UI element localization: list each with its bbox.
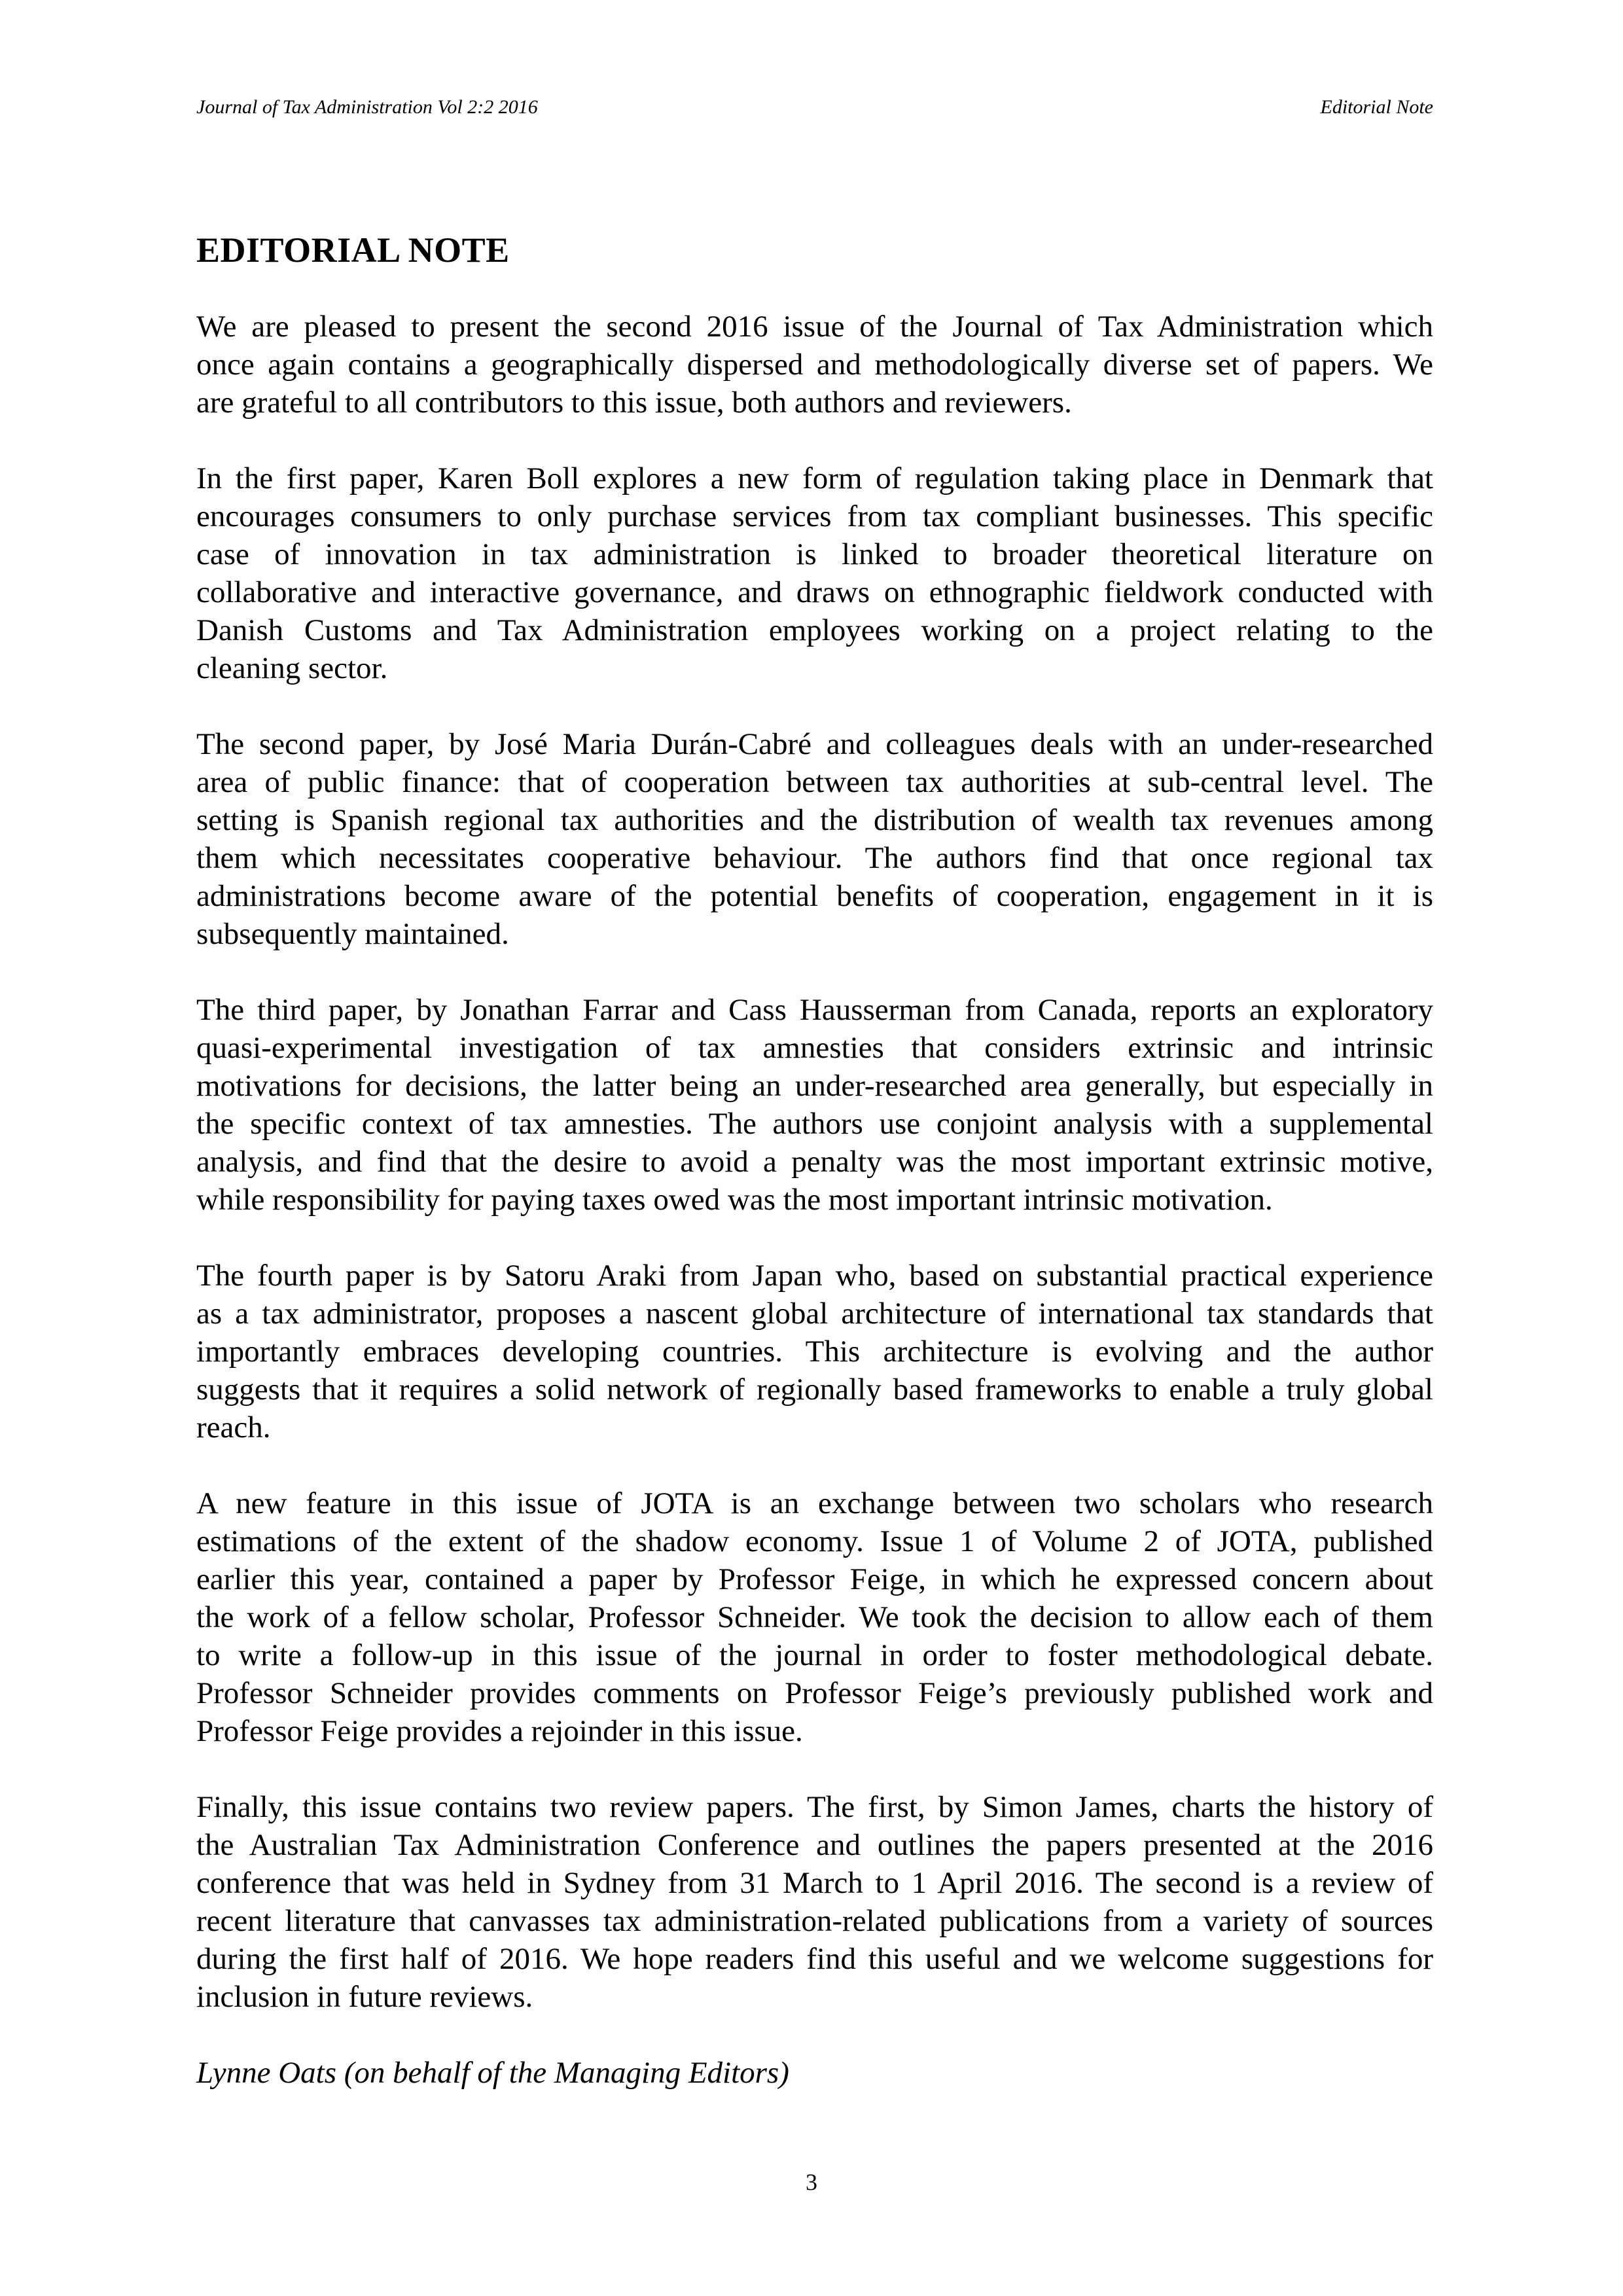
text-line: Professor Feige provides a rejoinder in this issue. — [196, 1714, 803, 1748]
text-line: Danish Customs and Tax Administration employees working on a project relating to the — [196, 613, 1433, 647]
text-line: Professor Schneider provides comments on Professor Feige’s previously published work and — [196, 1676, 1433, 1710]
text-line: conference that was held in Sydney from 31 March to 1 April 2016. The second is a review of — [196, 1866, 1433, 1900]
text-line: inclusion in future reviews. — [196, 1980, 533, 2014]
text-line: The fourth paper is by Satoru Araki from Japan who, based on substantial practical experience — [196, 1259, 1433, 1293]
paragraph — [196, 1484, 1433, 1750]
text-line: We are pleased to present the second 2016 issue of the Journal of Tax Administration which — [196, 310, 1433, 344]
text-line: reach. — [196, 1410, 271, 1444]
paragraph — [196, 991, 1433, 1219]
text-line: them which necessitates cooperative behaviour. The authors find that once regional tax — [196, 841, 1433, 875]
text-line: importantly embraces developing countries. This architecture is evolving and the author — [196, 1335, 1433, 1369]
text-line: The third paper, by Jonathan Farrar and Cass Hausserman from Canada, reports an exploratory — [196, 993, 1433, 1027]
text-line: are grateful to all contributors to this issue, both authors and reviewers. — [196, 386, 1072, 420]
text-line: collaborative and interactive governance, and draws on ethnographic fieldwork conducted with — [196, 575, 1433, 609]
text-line: earlier this year, contained a paper by Professor Feige, in which he expressed concern about — [196, 1562, 1433, 1596]
editorial-body — [196, 308, 1433, 2092]
paragraph — [196, 1788, 1433, 2016]
text-line: The second paper, by José Maria Durán-Cabré and colleagues deals with an under-researched — [196, 727, 1433, 761]
text-line: estimations of the extent of the shadow economy. Issue 1 of Volume 2 of JOTA, published — [196, 1524, 1433, 1558]
text-line: encourages consumers to only purchase services from tax compliant businesses. This specific — [196, 499, 1433, 533]
text-line: recent literature that canvasses tax administration-related publications from a variety of sources — [196, 1904, 1433, 1938]
text-line: analysis, and find that the desire to avoid a penalty was the most important extrinsic motive, — [196, 1145, 1433, 1179]
paragraph — [196, 308, 1433, 422]
text-line: the Australian Tax Administration Conference and outlines the papers presented at the 2016 — [196, 1828, 1433, 1862]
text-line: cleaning sector. — [196, 651, 388, 685]
text-line: motivations for decisions, the latter being an under-researched area generally, but especially in — [196, 1069, 1433, 1103]
running-header-journal: Journal of Tax Administration Vol 2:2 2016 — [196, 96, 538, 118]
text-line: subsequently maintained. — [196, 917, 509, 951]
paragraph — [196, 725, 1433, 953]
page-number: 3 — [806, 2169, 817, 2195]
text-line: case of innovation in tax administration is linked to broader theoretical literature on — [196, 537, 1433, 571]
text-line: Finally, this issue contains two review papers. The first, by Simon James, charts the history of — [196, 1790, 1433, 1824]
text-line: suggests that it requires a solid network of regionally based frameworks to enable a truly global — [196, 1372, 1433, 1407]
text-line: quasi-experimental investigation of tax amnesties that considers extrinsic and intrinsic — [196, 1031, 1433, 1065]
paragraph — [196, 459, 1433, 687]
text-line: setting is Spanish regional tax authorities and the distribution of wealth tax revenues among — [196, 803, 1433, 837]
text-line: while responsibility for paying taxes owed was the most important intrinsic motivation. — [196, 1183, 1273, 1217]
text-line: once again contains a geographically dispersed and methodologically diverse set of papers. We — [196, 348, 1433, 382]
running-header-section: Editorial Note — [1320, 96, 1433, 118]
signature: Lynne Oats (on behalf of the Managing Editors) — [196, 2056, 789, 2090]
text-line: In the first paper, Karen Boll explores a new form of regulation taking place in Denmark that — [196, 461, 1433, 495]
text-line: area of public finance: that of cooperation between tax authorities at sub-central level. The — [196, 765, 1433, 799]
text-line: A new feature in this issue of JOTA is an exchange between two scholars who research — [196, 1486, 1433, 1520]
page-title: EDITORIAL NOTE — [196, 230, 510, 270]
text-line: administrations become aware of the potential benefits of cooperation, engagement in it is — [196, 879, 1433, 913]
text-line: to write a follow-up in this issue of the journal in order to foster methodological debate. — [196, 1638, 1433, 1672]
text-line: the specific context of tax amnesties. The authors use conjoint analysis with a supplemental — [196, 1107, 1433, 1141]
paragraph — [196, 1257, 1433, 1446]
text-line: during the first half of 2016. We hope readers find this useful and we welcome suggestions for — [196, 1942, 1433, 1976]
text-line: as a tax administrator, proposes a nascent global architecture of international tax standards that — [196, 1297, 1433, 1331]
text-line: the work of a fellow scholar, Professor Schneider. We took the decision to allow each of them — [196, 1600, 1433, 1634]
